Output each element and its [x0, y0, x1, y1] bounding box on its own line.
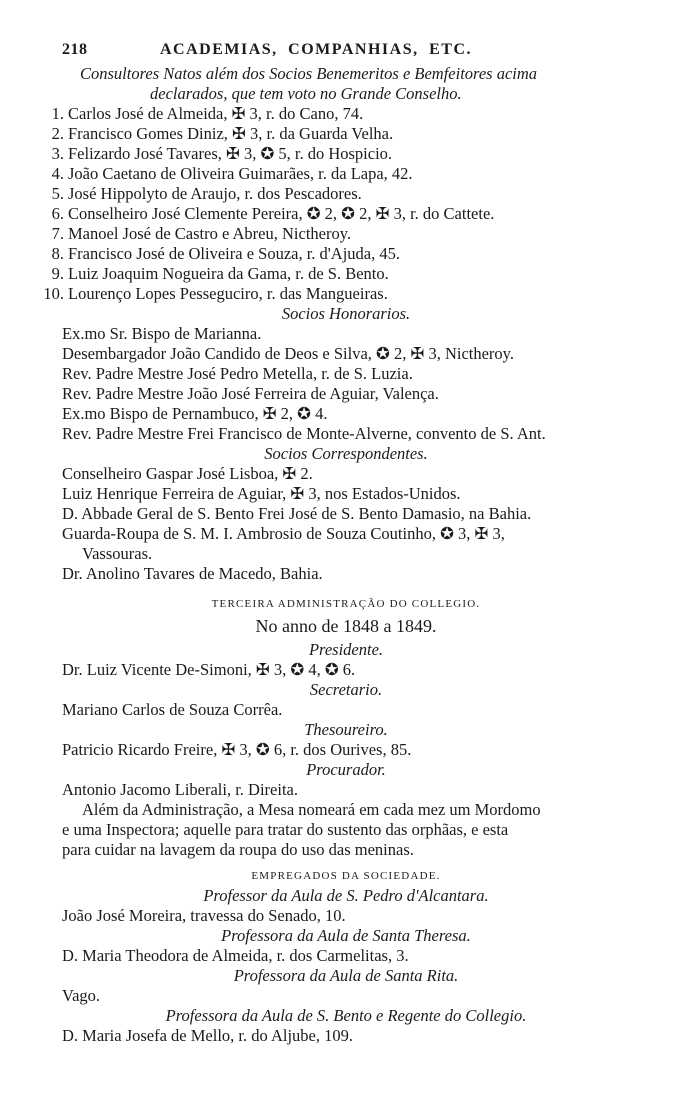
list-item — [40, 204, 640, 224]
list-item — [40, 164, 640, 184]
item-text: José Hippolyto de Araujo, r. dos Pescadores. — [68, 184, 362, 203]
list-item — [40, 184, 640, 204]
secretario-name: Mariano Carlos de Souza Corrêa. — [62, 700, 283, 719]
list-item — [40, 244, 640, 264]
item-number: 7. — [51, 224, 64, 243]
item-number: 8. — [51, 244, 64, 263]
item-number: 6. — [51, 204, 64, 223]
consultores-heading-2: declarados, que tem voto no Grande Conselho. — [150, 84, 462, 103]
item-text: Manoel José de Castro e Abreu, Nictheroy. — [68, 224, 352, 243]
professora-santa-theresa-label: Professora da Aula de Santa Theresa. — [221, 926, 471, 945]
list-item — [40, 144, 640, 164]
correspondentes-line: Dr. Anolino Tavares de Macedo, Bahia. — [62, 564, 323, 583]
correspondentes-line: D. Abbade Geral de S. Bento Frei José de S. Bento Damasio, na Bahia. — [62, 504, 532, 523]
list-item — [40, 264, 640, 284]
running-title: ACADEMIAS, COMPANHIAS, ETC. — [160, 41, 472, 58]
honorarios-line: Ex.mo Bispo de Pernambuco, ✠ 2, ✪ 4. — [62, 404, 328, 423]
consultores-heading-1: Consultores Natos além dos Socios Benemeritos e Bemfeitores acima — [80, 64, 538, 83]
list-item — [40, 224, 640, 244]
honorarios-line: Ex.mo Sr. Bispo de Marianna. — [62, 324, 262, 343]
page-number: 218 — [62, 41, 88, 58]
procurador-label: Procurador. — [306, 760, 386, 779]
item-text: João Caetano de Oliveira Guimarães, r. da Lapa, 42. — [68, 164, 413, 183]
paragraph-line: para cuidar na lavagem da roupa do uso das meninas. — [62, 840, 414, 859]
item-number: 9. — [51, 264, 64, 283]
professora-santa-rita-label: Professora da Aula de Santa Rita. — [233, 966, 459, 985]
correspondentes-heading: Socios Correspondentes. — [264, 444, 428, 463]
item-number: 3. — [51, 144, 64, 163]
presidente-name: Dr. Luiz Vicente De-Simoni, ✠ 3, ✪ 4, ✪ 6. — [62, 660, 356, 679]
item-number: 2. — [51, 124, 64, 143]
correspondentes-line: Guarda-Roupa de S. M. I. Ambrosio de Souza Coutinho, ✪ 3, ✠ 3, — [62, 524, 505, 543]
secretario-label: Secretario. — [309, 680, 383, 699]
empregados-heading: EMPREGADOS DA SOCIEDADE. — [251, 870, 441, 882]
professora-santa-theresa: D. Maria Theodora de Almeida, r. dos Carmelitas, 3. — [62, 946, 409, 965]
item-number: 5. — [51, 184, 64, 203]
item-number: 10. — [43, 284, 64, 303]
item-text: Francisco Gomes Diniz, ✠ 3, r. da Guarda Velha. — [68, 124, 394, 143]
professora-sao-bento-label: Professora da Aula de S. Bento e Regente do Collegio. — [165, 1006, 527, 1025]
honorarios-heading: Socios Honorarios. — [281, 304, 411, 323]
correspondentes-line: Vassouras. — [82, 544, 153, 563]
honorarios-line: Rev. Padre Mestre João José Ferreira de Aguiar, Valença. — [62, 384, 439, 403]
tesoureiro-name: Patricio Ricardo Freire, ✠ 3, ✪ 6, r. dos Ourives, 85. — [62, 740, 412, 759]
professora-santa-rita: Vago. — [62, 986, 101, 1005]
item-text: Carlos José de Almeida, ✠ 3, r. do Cano, 74. — [68, 104, 364, 123]
list-item — [40, 104, 640, 124]
administracao-period: No anno de 1848 a 1849. — [255, 616, 437, 636]
item-text: Conselheiro José Clemente Pereira, ✪ 2, ✪ 2, ✠ 3, r. do Cattete. — [68, 204, 495, 223]
item-text: Francisco José de Oliveira e Souza, r. d'Ajuda, 45. — [68, 244, 400, 263]
list-item — [40, 124, 640, 144]
honorarios-line: Rev. Padre Mestre Frei Francisco de Monte-Alverne, convento de S. Ant. — [62, 424, 546, 443]
presidente-label: Presidente. — [308, 640, 384, 659]
item-text: Lourenço Lopes Pesseguciro, r. das Mangueiras. — [68, 284, 388, 303]
list-item — [40, 284, 640, 304]
tesoureiro-label: Thesoureiro. — [304, 720, 388, 739]
procurador-name: Antonio Jacomo Liberali, r. Direita. — [62, 780, 298, 799]
professor-sao-pedro: João José Moreira, travessa do Senado, 10. — [62, 906, 346, 925]
paragraph-line: e uma Inspectora; aquelle para tratar do sustento das orphãas, e esta — [62, 820, 509, 839]
professora-sao-bento: D. Maria Josefa de Mello, r. do Aljube, 109. — [62, 1026, 353, 1045]
paragraph-line: Além da Administração, a Mesa nomeará em cada mez um Mordomo — [82, 800, 541, 819]
item-text: Luiz Joaquim Nogueira da Gama, r. de S. Bento. — [68, 264, 389, 283]
item-number: 1. — [51, 104, 64, 123]
professor-sao-pedro-label: Professor da Aula de S. Pedro d'Alcantara. — [203, 886, 489, 905]
item-text: Felizardo José Tavares, ✠ 3, ✪ 5, r. do Hospicio. — [68, 144, 393, 163]
correspondentes-line: Luiz Henrique Ferreira de Aguiar, ✠ 3, nos Estados-Unidos. — [62, 484, 461, 503]
correspondentes-line: Conselheiro Gaspar José Lisboa, ✠ 2. — [62, 464, 313, 483]
administracao-heading: TERCEIRA ADMINISTRAÇÃO DO COLLEGIO. — [211, 598, 481, 610]
honorarios-line: Desembargador João Candido de Deos e Silva, ✪ 2, ✠ 3, Nictheroy. — [62, 344, 514, 363]
honorarios-line: Rev. Padre Mestre José Pedro Metella, r. de S. Luzia. — [62, 364, 413, 383]
item-number: 4. — [51, 164, 64, 183]
